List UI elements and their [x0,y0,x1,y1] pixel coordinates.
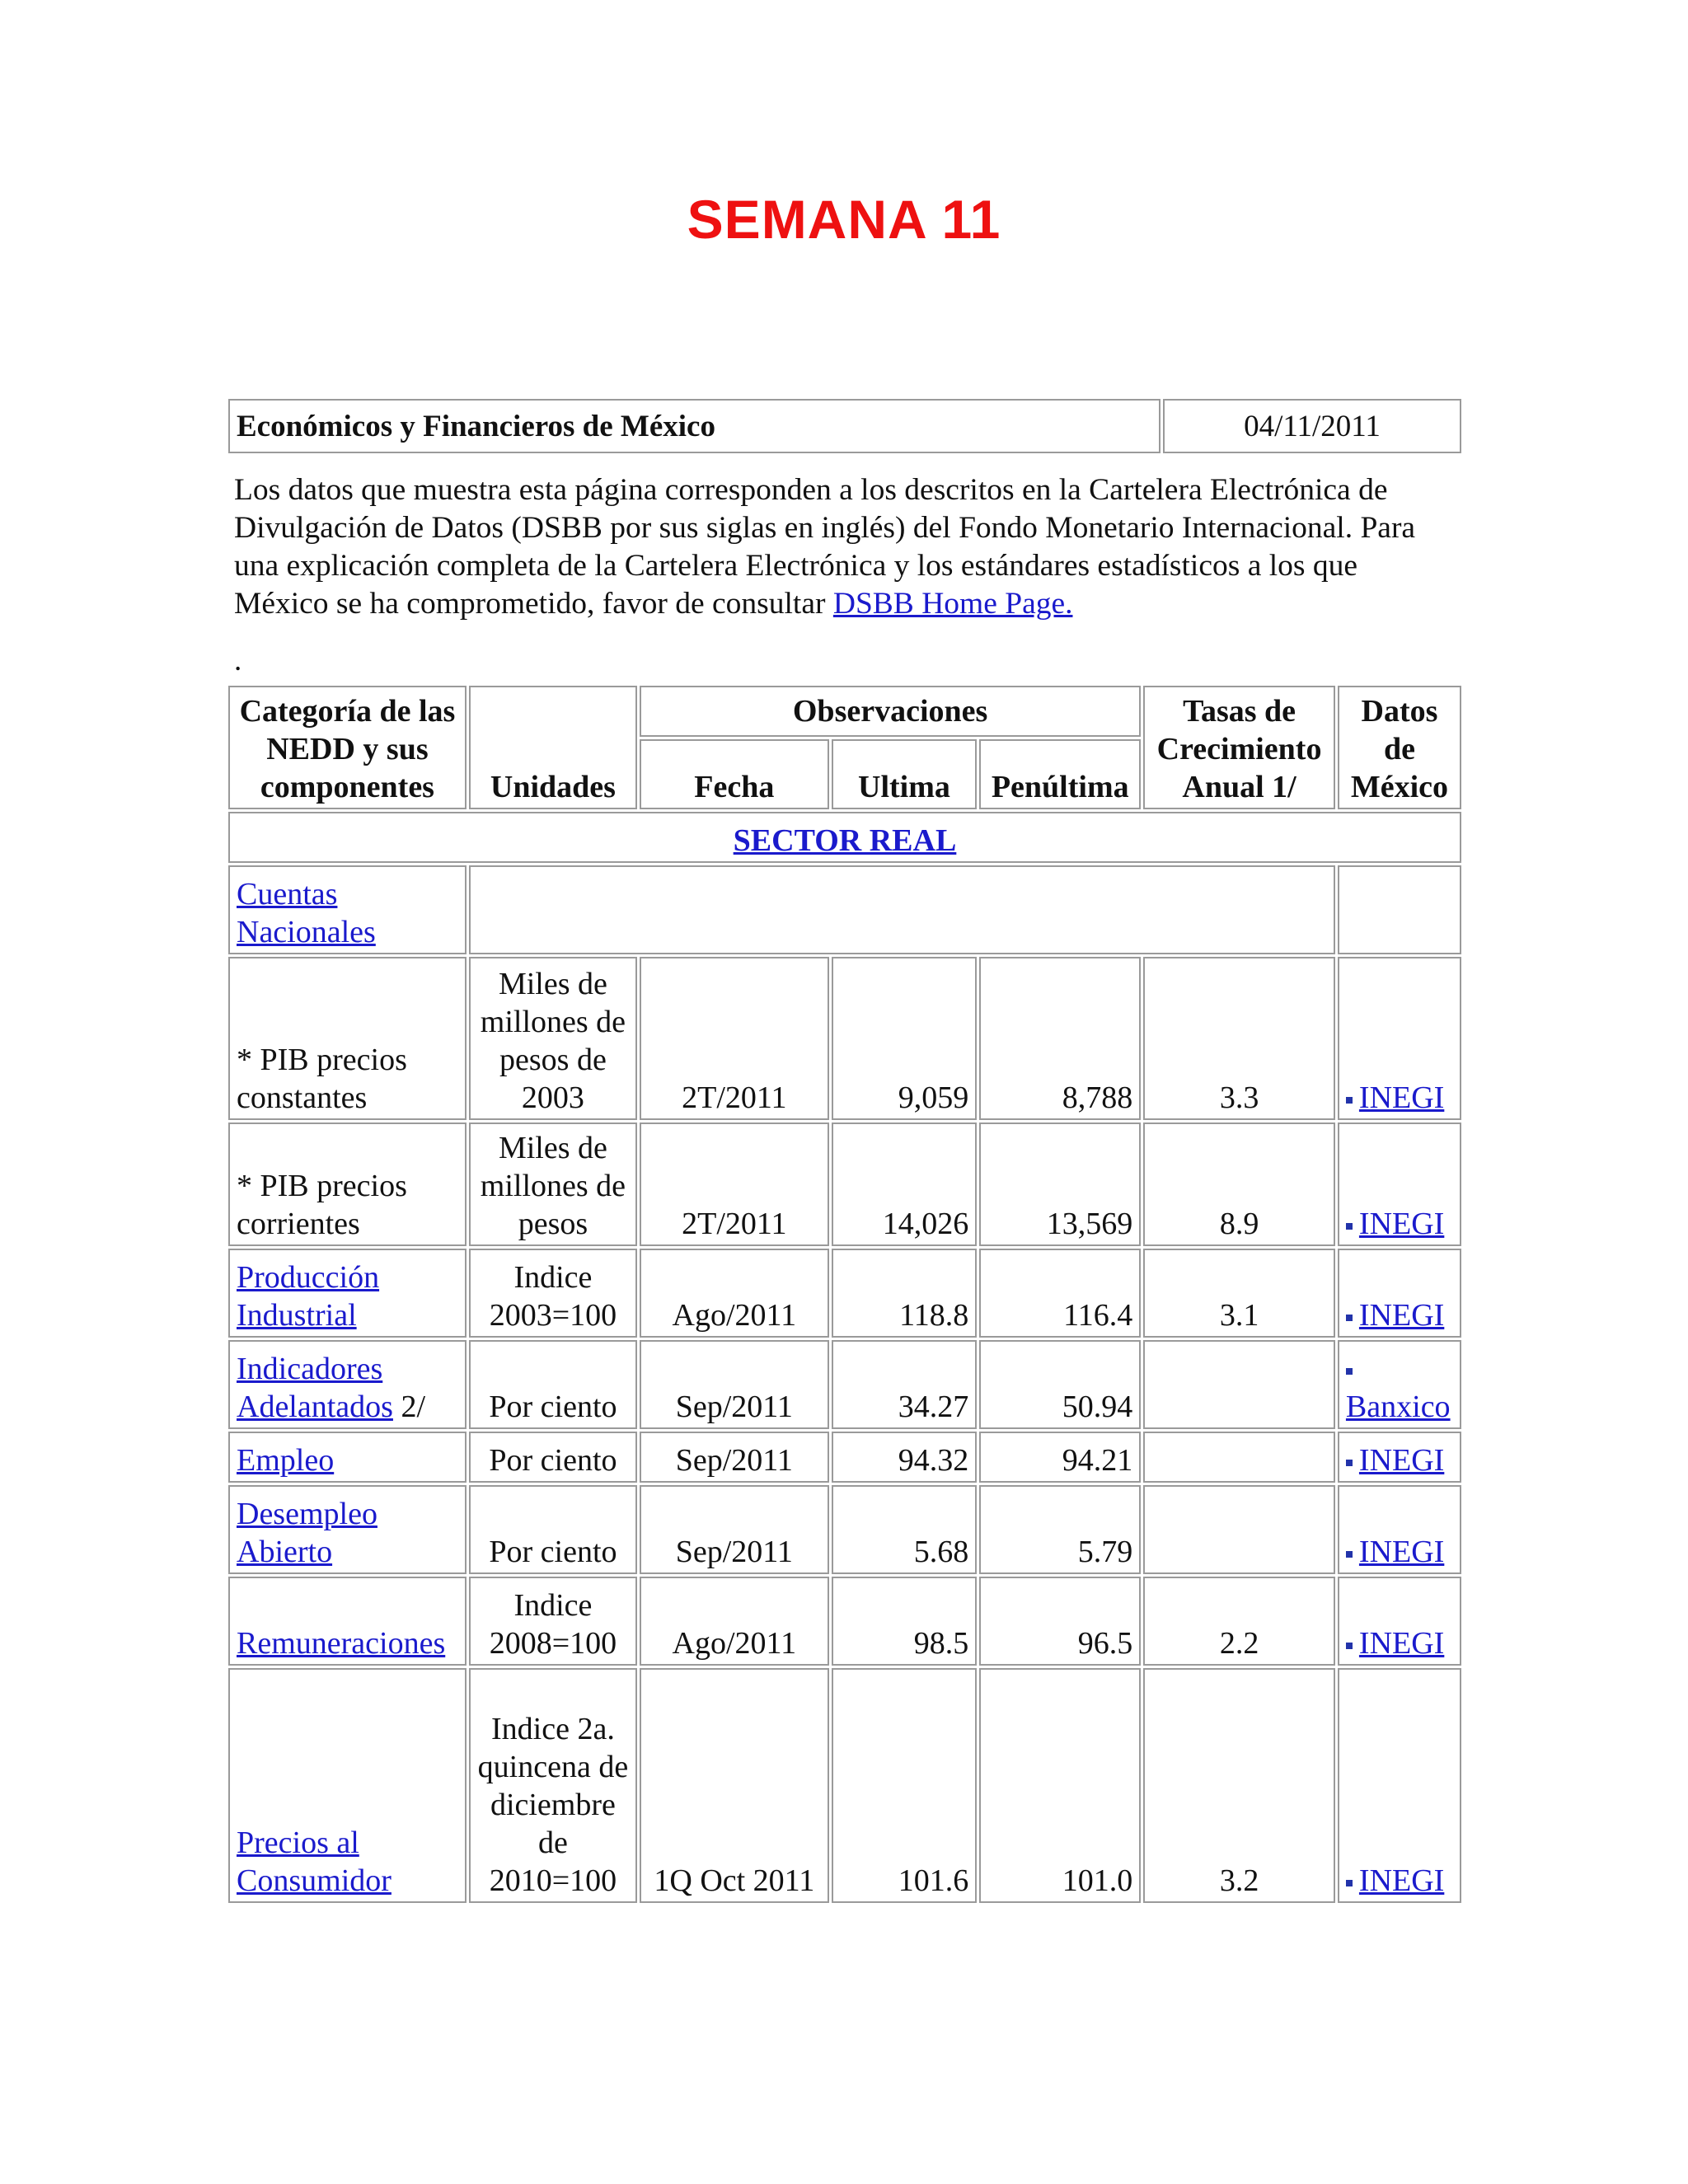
intro-text: Los datos que muestra esta página corresponden a los descritos en la Cartelera Electrónica de Divulgación de Datos (DSBB por sus siglas en inglés) del Fondo Monetario Internacional. Para una explicación completa de la Cartelera Electrónica y los estándares estadísticos a los que México se ha comprometido, favor de consultar [234,473,1416,621]
source-cell [1338,1577,1461,1666]
growth-cell: 3.2 [1143,1668,1335,1903]
source-cell [1338,1249,1461,1338]
header-observations: Observaciones [640,686,1141,737]
previous-value-cell: 8,788 [979,957,1141,1120]
bullet-icon [1346,1315,1353,1321]
bullet-icon [1346,1223,1353,1230]
source-link[interactable]: INEGI [1358,1207,1445,1241]
indicator-link[interactable]: Precios al Consumidor [237,1825,392,1898]
date-cell: Sep/2011 [640,1432,829,1483]
header-date: Fecha [640,739,829,809]
growth-cell [1143,1340,1335,1429]
indicator-name-cell [228,1668,467,1903]
bullet-icon [1346,1460,1353,1466]
date-cell: 2T/2011 [640,957,829,1120]
bullet-icon [1346,1368,1353,1375]
indicator-name-cell: * PIB precios constantes [228,957,467,1120]
indicator-link[interactable]: Empleo [237,1443,335,1478]
growth-cell [1143,1485,1335,1574]
source-link[interactable]: INEGI [1358,1080,1445,1115]
sector-row [228,812,1461,863]
last-value-cell: 118.8 [832,1249,978,1338]
page-title: SEMANA 11 [687,189,1001,250]
previous-value-cell: 116.4 [979,1249,1141,1338]
header-category: Categoría de las NEDD y sus componentes [228,686,467,809]
bullet-icon [1346,1880,1353,1886]
header-growth: Tasas de Crecimiento Anual 1/ [1143,686,1335,809]
date-cell: Ago/2011 [640,1249,829,1338]
table-row [228,1122,1461,1246]
units-cell: Miles de millones de pesos [469,1122,637,1246]
table-row [228,957,1461,1120]
units-cell: Por ciento [469,1485,637,1574]
indicator-name-cell [228,1249,467,1338]
units-cell: Indice 2a. quincena de diciembre de 2010=100 [469,1668,637,1903]
previous-value-cell: 94.21 [979,1432,1141,1483]
source-cell [1338,1432,1461,1483]
group-empty-source [1338,865,1461,954]
source-link[interactable]: Banxico [1345,1390,1451,1424]
header-units: Unidades [469,686,637,809]
header-last: Ultima [832,739,978,809]
group-empty [469,865,1335,954]
units-cell: Indice 2003=100 [469,1249,637,1338]
indicator-name-cell [228,1577,467,1666]
source-link[interactable]: INEGI [1358,1626,1445,1661]
previous-value-cell: 50.94 [979,1340,1141,1429]
growth-cell: 3.1 [1143,1249,1335,1338]
intro-dot: . [234,644,242,677]
date-cell: Sep/2011 [640,1485,829,1574]
source-cell [1338,1340,1461,1429]
table-row [228,1249,1461,1338]
header-previous: Penúltima [979,739,1141,809]
units-cell: Por ciento [469,1340,637,1429]
source-link[interactable]: INEGI [1358,1863,1445,1898]
indicator-note: 2/ [392,1390,426,1424]
table-row [228,1340,1461,1429]
source-cell [1338,1668,1461,1903]
source-cell [1338,1122,1461,1246]
units-cell: Por ciento [469,1432,637,1483]
date-cell: 1Q Oct 2011 [640,1668,829,1903]
source-cell [1338,957,1461,1120]
table-row [228,1668,1461,1903]
growth-cell: 8.9 [1143,1122,1335,1246]
indicator-link[interactable]: Producción Industrial [237,1260,380,1333]
group-cell [228,865,467,954]
indicator-link[interactable]: Indicadores Adelantados [237,1352,393,1424]
last-value-cell: 98.5 [832,1577,978,1666]
sector-real-link[interactable]: SECTOR REAL [733,823,957,858]
indicator-link[interactable]: Desempleo Abierto [237,1497,377,1569]
source-link[interactable]: INEGI [1358,1443,1445,1478]
header-date: 04/11/2011 [1163,399,1461,453]
indicator-name-cell [228,1485,467,1574]
header-table [226,396,1464,456]
date-cell: 2T/2011 [640,1122,829,1246]
source-link[interactable]: INEGI [1358,1298,1445,1333]
indicators-table [226,683,1464,1905]
indicator-name-cell: * PIB precios corrientes [228,1122,467,1246]
bullet-icon [1346,1643,1353,1649]
header-source: Datos de México [1338,686,1461,809]
dsbb-home-link[interactable]: DSBB Home Page. [832,587,1073,621]
units-cell: Miles de millones de pesos de 2003 [469,957,637,1120]
last-value-cell: 14,026 [832,1122,978,1246]
previous-value-cell: 101.0 [979,1668,1141,1903]
growth-cell: 2.2 [1143,1577,1335,1666]
bullet-icon [1346,1097,1353,1104]
previous-value-cell: 96.5 [979,1577,1141,1666]
bullet-icon [1346,1551,1353,1558]
previous-value-cell: 13,569 [979,1122,1141,1246]
previous-value-cell: 5.79 [979,1485,1141,1574]
growth-cell: 3.3 [1143,957,1335,1120]
cuentas-nacionales-link[interactable]: Cuentas Nacionales [237,877,376,949]
units-cell: Indice 2008=100 [469,1577,637,1666]
indicator-name-cell [228,1432,467,1483]
last-value-cell: 5.68 [832,1485,978,1574]
last-value-cell: 94.32 [832,1432,978,1483]
table-row [228,1577,1461,1666]
growth-cell [1143,1432,1335,1483]
indicator-name-cell [228,1340,467,1429]
last-value-cell: 101.6 [832,1668,978,1903]
source-link[interactable]: INEGI [1358,1535,1445,1569]
last-value-cell: 34.27 [832,1340,978,1429]
table-row [228,1485,1461,1574]
date-cell: Sep/2011 [640,1340,829,1429]
indicator-link[interactable]: Remuneraciones [237,1626,446,1661]
table-row [228,1432,1461,1483]
source-cell [1338,1485,1461,1574]
header-title: Económicos y Financieros de México [228,399,1160,453]
last-value-cell: 9,059 [832,957,978,1120]
date-cell: Ago/2011 [640,1577,829,1666]
intro-paragraph [234,471,1454,623]
